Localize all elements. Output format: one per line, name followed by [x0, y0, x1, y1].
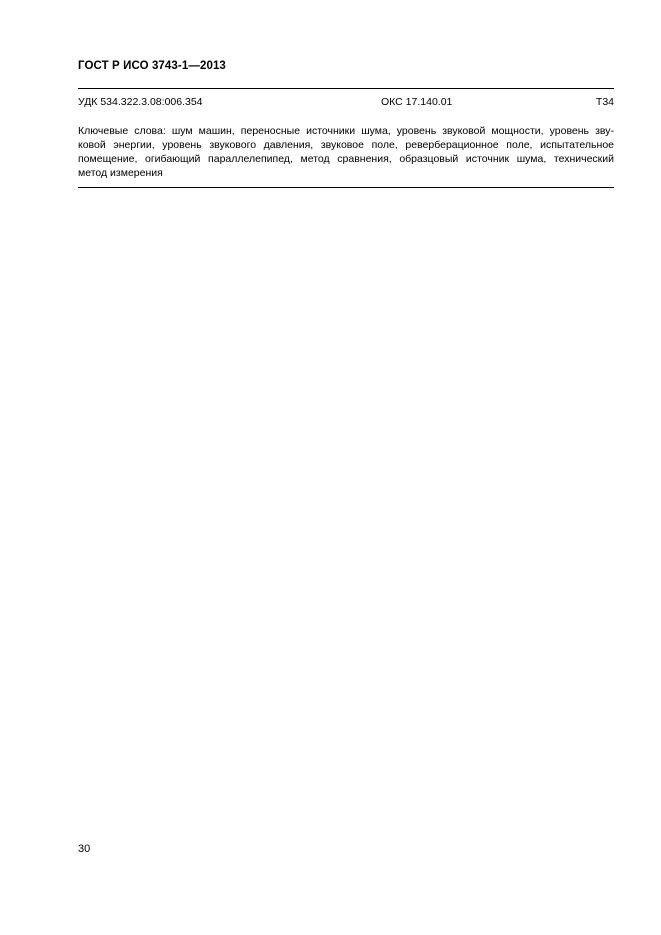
group-code: Т34	[595, 96, 614, 108]
classification-row	[78, 96, 614, 110]
oks-code: ОКС 17.140.01	[381, 96, 453, 108]
top-divider	[78, 88, 614, 89]
keywords-block	[78, 124, 614, 180]
udk-code: УДК 534.322.3.08:006.354	[78, 96, 203, 108]
keywords-line: Ключевые слова: шум машин, переносные источники шума, уровень звуковой мощности, уровень зву-	[78, 125, 614, 137]
keywords-line: ковой энергии, уровень звукового давления, звуковое поле, реверберационное поле, испытательное	[78, 139, 614, 151]
keywords-line: метод измерения	[78, 167, 163, 179]
bottom-divider	[78, 187, 614, 188]
page-number: 30	[78, 843, 91, 855]
keywords-line: помещение, огибающий параллелепипед, метод сравнения, образцовый источник шума, технический	[78, 153, 614, 165]
document-code: ГОСТ Р ИСО 3743-1—2013	[78, 60, 226, 72]
